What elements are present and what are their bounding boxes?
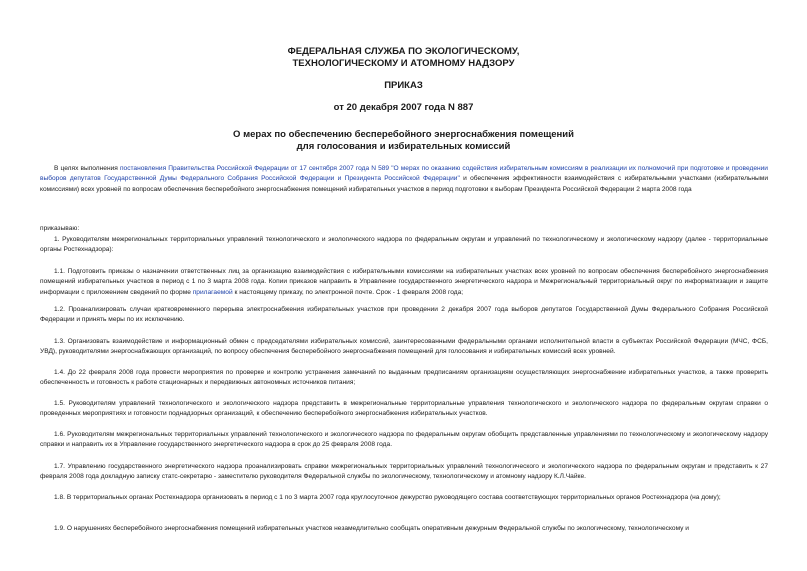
paragraph-1-9-block bbox=[40, 524, 768, 534]
attachment-form-link[interactable]: прилагаемой bbox=[192, 288, 233, 296]
paragraph-1-6: 1.6. Руководителям межрегиональных территориальных управлений технологического и экологического надзора по федеральным округам обобщить представленные управлениями по технологическому и экологическому надзору справки и направить их в Управление государственного энергетического надзора в срок до 25 февраля 2008 года. bbox=[40, 431, 768, 449]
paragraph-1-2-block bbox=[40, 305, 768, 326]
order-word: приказываю: bbox=[40, 225, 80, 232]
intro-paragraph-block bbox=[40, 164, 768, 195]
agency-title-line-2: ТЕХНОЛОГИЧЕСКОМУ И АТОМНОМУ НАДЗОРУ bbox=[292, 58, 515, 69]
paragraph-1-1-text-before-link: 1.1. Подготовить приказы о назначении ответственных лиц за организацию взаимодействия с избирательными комиссиями на избирательных участках всех уровней по вопросам обеспечения бесперебойного энергоснабжения помещений избирательных участков в период с 1 по 3 марта 2008 года. Копии приказов направить в Управление государственного энергетического надзора и Межрегиональный территориальный округ по информатизации и защите информации с приложением сведений по форме bbox=[40, 268, 768, 296]
decree-589-link[interactable]: постановления Правительства Российской Федерации от 17 сентября 2007 года N 589 "О мерах по оказанию содействия избирательным комиссиям в реализации их полномочий при подготовке и проведении выборов депутатов Государственной Думы Федерального Собрания Российской Федерации и Президента Российской Федерации" bbox=[40, 165, 768, 183]
document-subject-line-1: О мерах по обеспечению бесперебойного энергоснабжения помещений bbox=[233, 129, 574, 140]
paragraph-1-7-block bbox=[40, 462, 768, 483]
paragraph-1-4: 1.4. До 22 февраля 2008 года провести мероприятия по проверке и контролю устранения замечаний по выданным предписаниям организациям осуществляющих энергоснабжение избирательных участков, а также проверить обеспеченность и готовность к работе стационарных и передвижных автономных источников питания; bbox=[40, 369, 768, 387]
paragraph-1-1-text-after-link: к настоящему приказу, по электронной почте. Срок - 1 февраля 2008 года; bbox=[232, 288, 464, 296]
intro-text-after-link: и обеспечения эффективности взаимодействия с избирательными участками (избирательными комиссиями) всех уровней по вопросам обеспечения бесперебойного энергоснабжения помещений избирательных участков в период подготовки к выборам Президента Российской Федерации 2 марта 2008 года bbox=[40, 175, 768, 193]
intro-paragraph bbox=[40, 164, 768, 195]
paragraph-1-6-block bbox=[40, 430, 768, 451]
document-type: ПРИКАЗ bbox=[384, 80, 423, 91]
intro-text-before-link: В целях выполнения bbox=[54, 165, 120, 172]
paragraph-1-1 bbox=[40, 267, 768, 298]
paragraph-1-4-block bbox=[40, 368, 768, 389]
paragraph-1-5-block bbox=[40, 399, 768, 420]
paragraph-1-block bbox=[40, 235, 768, 256]
paragraph-1-3: 1.3. Организовать взаимодействие и информационный обмен с председателями избирательных комиссий, заинтересованными федеральными органами исполнительной власти в субъектах Российской Федерации (МЧС, ФСБ, УВД), руководителями энергоснабжающих организаций, по вопросу обеспечения бесперебойного энергоснабжения помещений для голосования и избирательных комиссий всех уровней. bbox=[40, 338, 768, 356]
agency-title-line-1: ФЕДЕРАЛЬНАЯ СЛУЖБА ПО ЭКОЛОГИЧЕСКОМУ, bbox=[287, 46, 520, 57]
paragraph-1-5: 1.5. Руководителям управлений технологического и экологического надзора представить в межрегиональные территориальные управления технологического и экологического надзора по федеральным округам справки о проведенных мероприятиях и готовности поднадзорных организаций, к обеспечению бесперебойного энергоснабжения избирательных участков. bbox=[40, 400, 768, 418]
paragraph-1-9: 1.9. О нарушениях бесперебойного энергоснабжения помещений избирательных участков незамедлительно сообщать оперативным дежурным Федеральной службы по экологическому, технологическому и bbox=[54, 525, 689, 532]
paragraph-1-1-block bbox=[40, 267, 768, 298]
order-word-block bbox=[40, 224, 768, 234]
document-date: от 20 декабря 2007 года N 887 bbox=[333, 102, 474, 113]
paragraph-1-3-block bbox=[40, 337, 768, 358]
paragraph-1: 1. Руководителям межрегиональных территориальных управлений технологического и экологического надзора по федеральным округам и управлений по технологическому и экологическому надзору (далее - территориальные органы Ростехнадзора): bbox=[40, 236, 768, 254]
paragraph-1-7: 1.7. Управлению государственного энергетического надзора проанализировать справки межрегиональных территориальных управлений технологического и экологического надзора по федеральным округам и представить к 27 февраля 2008 года докладную записку статс-секретарю - заместителю руководителя Федеральной службы по экологическому, технологическому и атомному надзору К.Л.Чайке. bbox=[40, 463, 768, 481]
document-subject-line-2: для голосования и избирательных комиссий bbox=[296, 141, 511, 152]
paragraph-1-8-block bbox=[40, 493, 768, 503]
paragraph-1-8: 1.8. В территориальных органах Ростехнадзора организовать в период с 1 по 3 марта 2007 года круглосуточное дежурство руководящего состава соответствующих территориальных органов Ростехнадзора (на дому); bbox=[54, 494, 721, 501]
paragraph-1-2: 1.2. Проанализировать случаи кратковременного перерыва электроснабжения избирательных участков при проведении 2 декабря 2007 года выборов депутатов Государственной Думы Федерального Собрания Российской Федерации и принять меры по их исключению. bbox=[40, 306, 768, 324]
